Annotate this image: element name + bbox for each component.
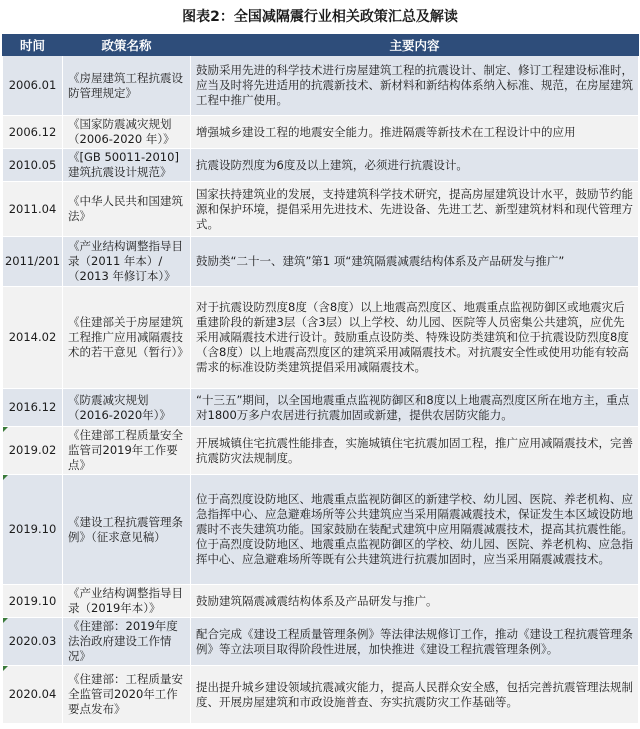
row-policy: 《中华人民共和国建筑法》 — [63, 182, 191, 237]
row-policy: 《[GB 50011-2010]建筑抗震设计规范》 — [63, 149, 191, 182]
row-policy: 《房屋建筑工程抗震设防管理规定》 — [63, 56, 191, 116]
row-content: 开展城镇住宅抗震性能排查，实施城镇住宅抗震加固工程，推广应用减隔震技术，完善抗震防灾法规制度。 — [191, 427, 639, 475]
header-content: 主要内容 — [191, 35, 639, 56]
table-header-row — [3, 35, 639, 56]
table-row — [3, 666, 639, 724]
row-policy: 《住建部关于房屋建筑工程推广应用减隔震技术的若干意见（暂行）》 — [63, 287, 191, 389]
row-policy: 《产业结构调整指导目录（2019年本）》 — [63, 585, 191, 618]
row-time: 2019.02 — [3, 427, 63, 475]
row-policy: 《建设工程抗震管理条例》（征求意见稿） — [63, 475, 191, 585]
header-policy: 政策名称 — [63, 35, 191, 56]
table-row — [3, 116, 639, 149]
row-time: 2006.01 — [3, 56, 63, 116]
row-time: 2011.04 — [3, 182, 63, 237]
table-row — [3, 585, 639, 618]
row-policy: 《住建部：工程质量安全监管司2020年工作要点发布》 — [63, 666, 191, 724]
row-time: 2020.03 — [3, 618, 63, 666]
table-row — [3, 182, 639, 237]
row-content: 对于抗震设防烈度8度（含8度）以上地震高烈度区、地震重点监视防御区或地震灾后重建阶段的新建3层（含3层）以上学校、幼儿园、医院等人员密集公共建筑，应优先采用减隔震技术进行设计。鼓励重点设防类、特殊设防类建筑和位于抗震设防烈度8度（含8度）以上地震高烈度区的建筑采用减隔震技术。对抗震安全性或使用功能有较高需求的标准设防类建筑提倡采用减隔震技术。 — [191, 287, 639, 389]
row-time: 2020.04 — [3, 666, 63, 724]
row-content: 国家扶持建筑业的发展，支持建筑科学技术研究，提高房屋建筑设计水平，鼓励节约能源和保护环境，提倡采用先进技术、先进设备、先进工艺、新型建筑材料和现代管理方式。 — [191, 182, 639, 237]
table-title: 图表2：全国减隔震行业相关政策汇总及解读 — [182, 9, 458, 25]
row-time: 2011/201 — [3, 237, 63, 287]
row-time: 2014.02 — [3, 287, 63, 389]
table-row — [3, 237, 639, 287]
row-content: “十三五”期间，以全国地震重点监视防御区和8度以上地震高烈度区所在地方主，重点对1800万多户农居进行抗震加固或新建，提供农居防灾能力。 — [191, 389, 639, 427]
row-time: 2019.10 — [3, 475, 63, 585]
row-policy: 《国家防震减灾规划（2006-2020 年）》 — [63, 116, 191, 149]
row-policy: 《产业结构调整指导目录（2011 年本）/（2013 年修订本）》 — [63, 237, 191, 287]
row-content: 增强城乡建设工程的地震安全能力。推进隔震等新技术在工程设计中的应用 — [191, 116, 639, 149]
table-row — [3, 475, 639, 585]
row-time: 2006.12 — [3, 116, 63, 149]
row-time: 2016.12 — [3, 389, 63, 427]
row-content: 提出提升城乡建设领域抗震减灾能力，提高人民群众安全感，包括完善抗震管理法规制度、开展房屋建筑和市政设施普查、夯实抗震防灾工作基础等。 — [191, 666, 639, 724]
table-row — [3, 618, 639, 666]
row-content: 鼓励建筑隔震减震结构体系及产品研发与推广。 — [191, 585, 639, 618]
table-row — [3, 287, 639, 389]
row-content: 抗震设防烈度为6度及以上建筑，必须进行抗震设计。 — [191, 149, 639, 182]
table-row — [3, 149, 639, 182]
row-content: 鼓励类“二十一、建筑”第1 项“建筑隔震减震结构体系及产品研发与推广” — [191, 237, 639, 287]
table-row — [3, 389, 639, 427]
row-policy: 《住建部工程质量安全监管司2019年工作要点》 — [63, 427, 191, 475]
row-content: 位于高烈度设防地区、地震重点监视防御区的新建学校、幼儿园、医院、养老机构、应急指挥中心、应急避难场所等公共建筑应当采用隔震减震技术，保证发生本区域设防地震时不丧失建筑功能。国家鼓励在装配式建筑中应用隔震减震技术，提高其抗震性能。位于高烈度设防地区、地震重点监视防御区的学校、幼儿园、医院、养老机构、应急指挥中心、应急避难场所等既有公共建筑进行抗震加固时，应当采用隔震减震技术。 — [191, 475, 639, 585]
table-row — [3, 56, 639, 116]
row-policy: 《住建部：2019年度法治政府建设工作情况》 — [63, 618, 191, 666]
policy-table — [2, 34, 639, 724]
row-content: 配合完成《建设工程质量管理条例》等法律法规修订工作，推动《建设工程抗震管理条例》等立法项目取得阶段性进展，加快推进《建设工程抗震管理条例》。 — [191, 618, 639, 666]
table-row — [3, 427, 639, 475]
row-content: 鼓励采用先进的科学技术进行房屋建筑工程的抗震设计、制定、修订工程建设标准时，应当及时将先进适用的抗震新技术、新材料和新结构体系纳入标准、规范，在房屋建筑工程中推广使用。 — [191, 56, 639, 116]
row-policy: 《防震减灾规划（2016-2020年）》 — [63, 389, 191, 427]
row-time: 2010.05 — [3, 149, 63, 182]
header-time: 时间 — [3, 35, 63, 56]
row-time: 2019.10 — [3, 585, 63, 618]
